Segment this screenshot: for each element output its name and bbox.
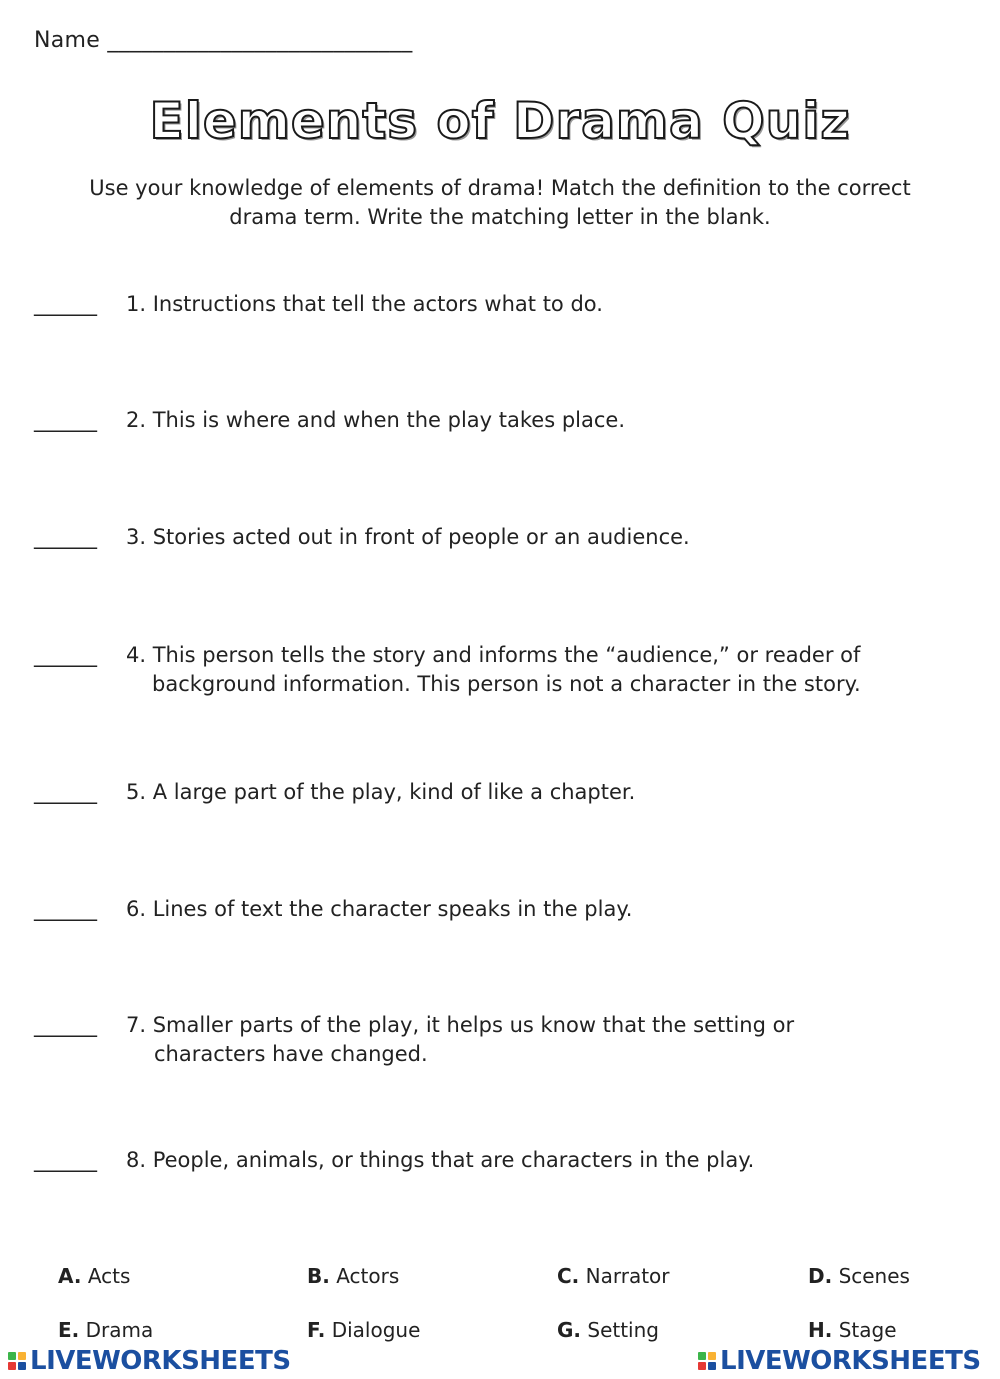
question-text: 7. Smaller parts of the play, it helps us know that the setting or [126,1013,795,1037]
answer-blank[interactable]: ______ [34,780,97,804]
question-text-continued: characters have changed. [154,1042,428,1066]
answer-blank[interactable]: ______ [34,408,97,432]
choice-letter: A. [58,1264,82,1288]
liveworksheets-icon [8,1352,26,1370]
question-text: 5. A large part of the play, kind of like a chapter. [126,780,636,804]
choice-term: Drama [85,1318,154,1342]
choice-term: Acts [87,1264,131,1288]
choice-h [808,1318,897,1342]
liveworksheets-icon [698,1352,716,1370]
answer-blank[interactable]: ______ [34,1148,97,1172]
choice-d [808,1264,910,1288]
choice-term: Narrator [585,1264,670,1288]
question-8 [34,1146,954,1175]
choice-term: Stage [838,1318,897,1342]
choice-term: Dialogue [331,1318,421,1342]
choice-letter: G. [557,1318,582,1342]
choice-letter: F. [307,1318,326,1342]
question-2 [34,406,954,435]
liveworksheets-logo-left[interactable] [8,1346,291,1376]
question-text: 8. People, animals, or things that are characters in the play. [126,1148,755,1172]
choice-term: Setting [587,1318,659,1342]
instructions-text: Use your knowledge of elements of drama! Match the definition to the correct drama term. Write the matching letter in the blank. [89,176,911,229]
question-text: 4. This person tells the story and informs the “audience,” or reader of [126,643,861,667]
brand-text: LIVEWORKSHEETS [720,1346,981,1376]
choice-a [58,1264,130,1288]
question-text: 6. Lines of text the character speaks in the play. [126,897,633,921]
liveworksheets-logo-right[interactable] [698,1346,981,1376]
question-4 [34,641,954,699]
question-6 [34,895,954,924]
question-3 [34,523,954,552]
choice-c [557,1264,670,1288]
question-text: 2. This is where and when the play takes place. [126,408,625,432]
question-text: 3. Stories acted out in front of people or an audience. [126,525,690,549]
choice-b [307,1264,399,1288]
choice-letter: C. [557,1264,580,1288]
choice-term: Scenes [838,1264,910,1288]
choice-g [557,1318,659,1342]
choice-letter: B. [307,1264,330,1288]
question-5 [34,778,954,807]
choice-letter: D. [808,1264,833,1288]
choice-letter: H. [808,1318,833,1342]
question-7 [34,1011,954,1069]
choice-f [307,1318,420,1342]
page-title: Elements of Drama Quiz [149,92,851,150]
choice-term: Actors [336,1264,400,1288]
question-1 [34,290,954,319]
choice-letter: E. [58,1318,80,1342]
answer-blank[interactable]: ______ [34,292,97,316]
answer-blank[interactable]: ______ [34,1013,97,1037]
answer-blank[interactable]: ______ [34,643,97,667]
question-text: 1. Instructions that tell the actors what to do. [126,292,603,316]
answer-blank[interactable]: ______ [34,525,97,549]
question-text-continued: background information. This person is not a character in the story. [152,672,861,696]
brand-text: LIVEWORKSHEETS [30,1346,291,1376]
choice-e [58,1318,153,1342]
name-field-label: Name ___________________________ [34,28,413,53]
answer-blank[interactable]: ______ [34,897,97,921]
